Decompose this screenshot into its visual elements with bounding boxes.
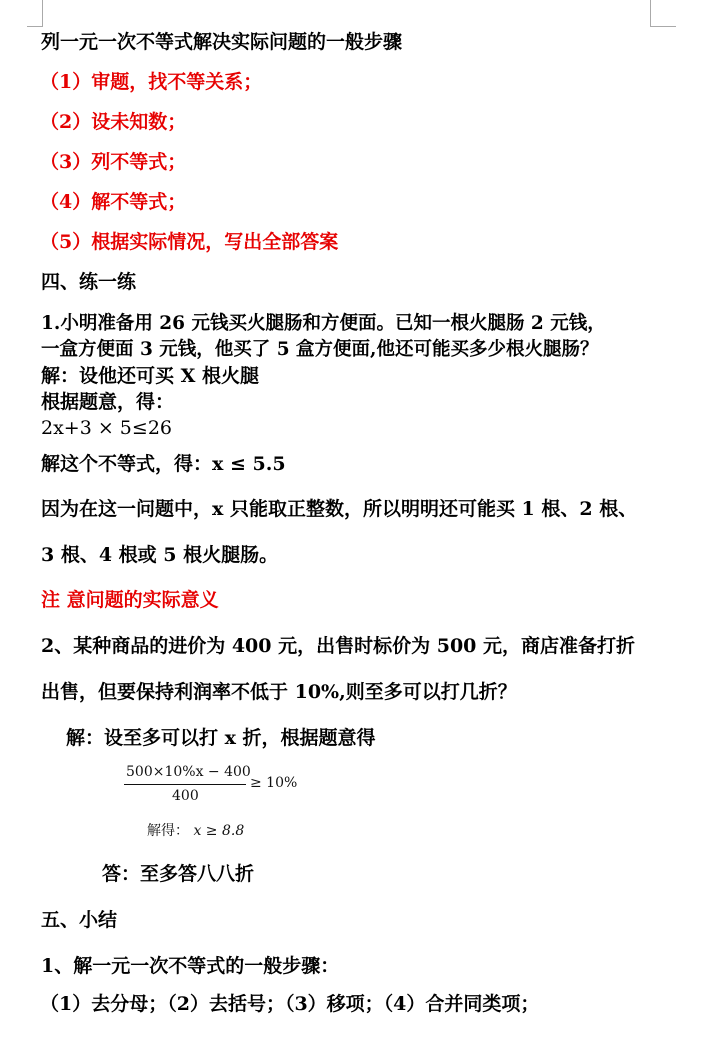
solution-label: 解得： <box>147 823 189 839</box>
problem1-line2: 一盒方便面 3 元钱，他买了 5 盒方便面,他还可能买多少根火腿肠？ <box>41 339 599 360</box>
problem2-solution-intro: 解：设至多可以打 x 折，根据题意得 <box>66 727 376 749</box>
problem1-reason-line1: 因为在这一问题中，x 只能取正整数，所以明明还可能买 1 根、2 根、 <box>41 498 638 520</box>
heading: 列一元一次不等式解决实际问题的一般步骤 <box>41 31 403 53</box>
fraction-numerator: 500×10%x − 400 <box>126 764 251 780</box>
step-5: （5）根据实际情况，写出全部答案 <box>40 231 339 253</box>
problem2-line2: 出售，但要保持利润率不低于 10%,则至多可以打几折？ <box>41 681 517 703</box>
problem1-reason-line2: 3 根、4 根或 5 根火腿肠。 <box>41 544 279 566</box>
problem1-according: 根据题意，得： <box>41 391 175 413</box>
step-3: （3）列不等式； <box>40 151 187 173</box>
fraction-rhs: ≥ 10% <box>250 775 298 791</box>
problem1-solution-intro: 解：设他还可买 X 根火腿 <box>41 365 259 387</box>
problem2-line1: 2、某种商品的进价为 400 元，出售时标价为 500 元，商店准备打折 <box>41 635 636 657</box>
step-4: （4）解不等式； <box>40 191 187 213</box>
summary-steps: （1）去分母；（2）去括号；（3）移项；（4）合并同类项； <box>40 993 540 1015</box>
section4-title: 四、练一练 <box>41 271 137 293</box>
section5-title: 五、小结 <box>41 909 118 931</box>
solution-value: x ≥ 8.8 <box>193 823 245 839</box>
problem1-line1: 1.小明准备用 26 元钱买火腿肠和方便面。已知一根火腿肠 2 元钱， <box>41 313 606 334</box>
problem1-solve: 解这个不等式，得：x ≤ 5.5 <box>41 453 286 475</box>
problem1-inequality: 2x+3 × 5≤26 <box>41 417 172 439</box>
step-2: （2）设未知数； <box>40 111 187 133</box>
summary-item1: 1、解一元一次不等式的一般步骤： <box>41 955 340 977</box>
problem1-note: 注 意问题的实际意义 <box>41 589 219 611</box>
problem2-answer: 答：至多答八八折 <box>102 863 255 885</box>
fraction-denominator: 400 <box>172 788 199 804</box>
fraction-bar <box>124 784 246 785</box>
solution-line <box>147 820 244 840</box>
page-corner-mark-left <box>27 0 43 27</box>
step-1: （1）审题，找不等关系； <box>40 71 263 93</box>
page-corner-mark-right <box>650 0 676 27</box>
